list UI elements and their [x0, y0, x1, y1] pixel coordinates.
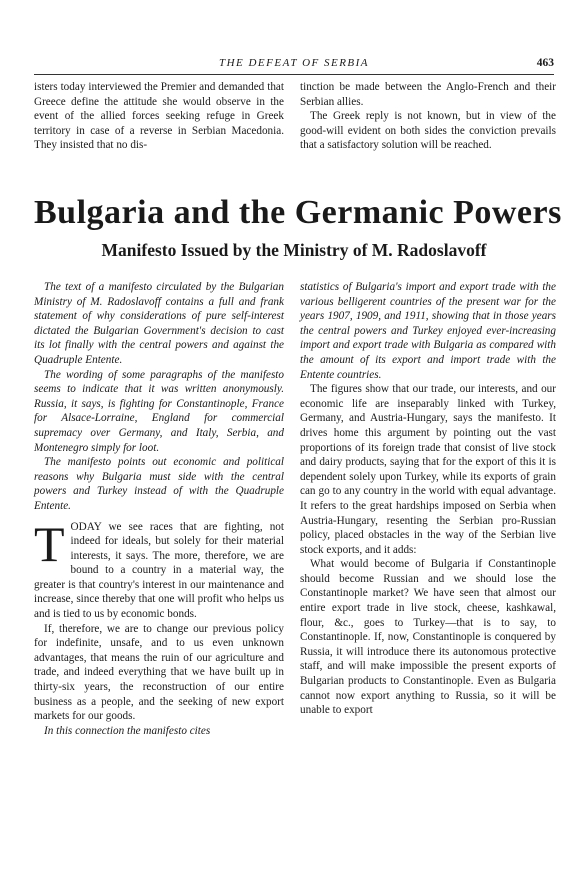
article-subtitle: Manifesto Issued by the Ministry of M. Radoslavoff	[101, 240, 487, 260]
paragraph: What would become of Bulgaria if Constantinople should become Russian and we should lose the Constantinople market? We have seen that almost our entire export trade in live stock, cheese, kashkawal, flour, &c., goes to Turkey—that is to say, to Constantinople. If, now, Constantinople is conquered by Russia, it will introduce there its autonomous protective staff, and will make impossible the present exports of Bulgarian products to Constantinople. Even as Bulgaria cannot now export anything to Russia, so it will be unable to export	[300, 558, 556, 717]
page-number: 463	[536, 57, 554, 69]
article-title: Bulgaria and the Germanic Powers	[34, 194, 562, 231]
drop-cap: T	[34, 515, 65, 572]
continued-text-right	[300, 80, 556, 153]
paragraph: The figures show that our trade, our interests, and our economic life are inseparably linked with Turkey, Germany, and Austria-Hungary, says the manifesto. It drives home this argument by pointing out the vast proportions of its foreign trade that consist of live stock and dairy products, saying that for the export of this it is dependent solely upon Turkey, while its exports of grain can go to any country in the world with equal advantage. It refers to the great hardships imposed on Serbia when Austria-Hungary, resenting the Serbian pro-Russian policy, placed obstacles in the way of the Serbian live stock exports, and it adds:	[300, 383, 556, 556]
paragraph-text: ODAY we see races that are fighting, not indeed for ideals, but solely for their material interests, it says. The more, therefore, we are bound to a country in a material way, the greater is that country's interest in our maintenance and increase, since thereby that one will profit who helps us and is tied to us by economic bonds.	[34, 520, 284, 621]
intro-paragraph: The manifesto points out economic and political reasons why Bulgaria must side with the central powers and Turkey instead of with the Quadruple Entente.	[34, 456, 284, 512]
intro-paragraph: The wording of some paragraphs of the manifesto seems to indicate that it was written anonymously. Russia, it says, is fighting for Constantinople, France for Alsace-Lorraine, England for commercial supremacy over Germany, and Italy, Serbia, and Montenegro simply for loot.	[34, 368, 284, 454]
running-head	[34, 57, 554, 73]
paragraph: In this connection the manifesto cites	[44, 724, 211, 737]
paragraph: The Greek reply is not known, but in view of the good-will evident on both sides the conviction prevails that a satisfactory solution will be reached.	[300, 110, 556, 152]
paragraph: statistics of Bulgaria's import and export trade with the various belligerent countries of the present war for the years 1907, 1909, and 1911, showing that in those years the central powers and Turkey enjoyed ever-increasing import and export trade with Bulgaria as compared with the amount of its export and import trade with the Entente countries.	[300, 281, 556, 381]
running-title: THE DEFEAT OF SERBIA	[218, 57, 370, 69]
continued-text-left	[34, 80, 284, 153]
intro-paragraph: The text of a manifesto circulated by the Bulgarian Ministry of M. Radoslavoff contains a full and frank statement of why considerations of pure self-interest dictated the Bulgarian Government's decision to cast its lot finally with the central powers and against the Quadruple Entente.	[34, 281, 284, 366]
paragraph: tinction be made between the Anglo-French and their Serbian allies.	[300, 81, 556, 108]
article-column-left	[34, 280, 284, 738]
article-column-right	[300, 280, 556, 718]
paragraph: If, therefore, we are to change our previous policy for indefinite, unsafe, and to us even unknown advantages, that means the ruin of our agriculture and trade, and indeed everything that we have built up in thirty-six years, the reconstruction of our entire business as a people, and the seeking of new export markets for our goods.	[34, 622, 284, 723]
header-rule	[34, 74, 554, 75]
dropcap-paragraph	[34, 515, 284, 622]
paragraph: isters today interviewed the Premier and demanded that Greece define the attitude she would observe in the event of the allied forces seeking refuge in Greek territory in case of a reverse in Serbian Macedonia. They insisted that no dis-	[34, 81, 284, 152]
